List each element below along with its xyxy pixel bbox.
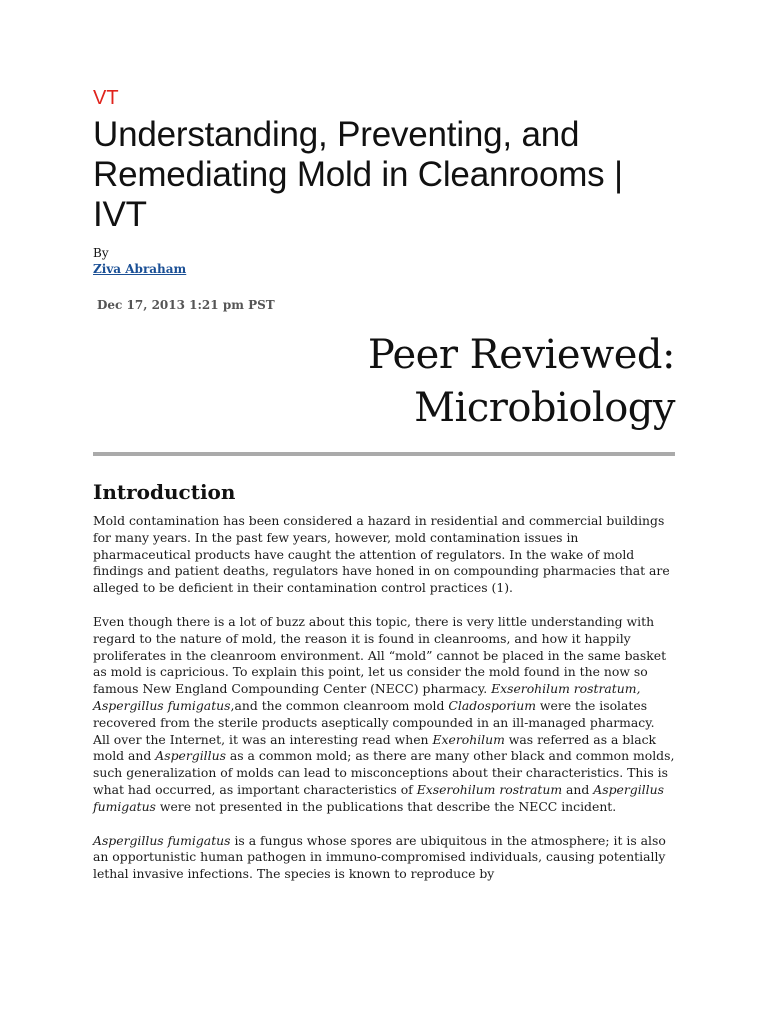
article xyxy=(93,86,675,883)
text-run: is a fungus whose spores are ubiquitous in the atmosphere; it is also an opportunistic human pathogen in immuno-compromised individuals, causing potentially lethal invasive infections. The species is known to reproduce by xyxy=(93,832,666,882)
species-name: Aspergillus xyxy=(155,748,226,764)
paragraph-2 xyxy=(93,614,675,816)
section-divider xyxy=(93,452,675,456)
species-name: Aspergillus fumigatus xyxy=(93,832,231,848)
species-name: Cladosporium xyxy=(448,697,536,713)
species-name: Exserohilum rostratum xyxy=(416,781,563,797)
species-name: Exerohilum xyxy=(432,731,505,747)
byline-label: By xyxy=(93,246,109,260)
category-line-1: Peer Reviewed: xyxy=(367,332,675,378)
section-heading: Introduction xyxy=(93,480,236,504)
site-tag[interactable]: VT xyxy=(93,87,119,109)
text-run: and xyxy=(562,781,594,797)
byline xyxy=(93,245,675,277)
text-run: Even though there is a lot of buzz about this topic, there is very little understanding with regard to the nature of mold, the reason it is found in cleanrooms, and how it happily proliferates in the cleanroom environment. All “mold” cannot be placed in the same basket as mold is capricious. To explain this point, let us consider the mold found in the now so famous New England Compounding Center (NECC) pharmacy. xyxy=(93,613,667,697)
text-run: were not presented in the publications that describe the NECC incident. xyxy=(155,798,617,814)
author-link[interactable]: Ziva Abraham xyxy=(93,262,187,276)
text-run: were the isolates recovered from the sterile products aseptically compounded in an ill-managed pharmacy. All over the Internet, it was an interesting read when xyxy=(93,697,655,747)
text-run: as a common mold; as there are many other black and common molds, such generalization of molds can lead to misconceptions about their characteristics. This is what had occurred, as important characteristics of xyxy=(93,748,675,797)
paragraph-3 xyxy=(93,833,675,883)
publish-date: Dec 17, 2013 1:21 pm PST xyxy=(97,298,275,312)
text-run: ,and the common cleanroom mold xyxy=(230,697,449,713)
article-title: Understanding, Preventing, and Remediating Mold in Cleanrooms | IVT xyxy=(93,115,623,234)
category-line-2: Microbiology xyxy=(414,385,675,431)
category-heading xyxy=(93,329,675,435)
species-name: Aspergillus fumigatus xyxy=(93,781,664,814)
species-name: Exserohilum rostratum, Aspergillus fumigatus xyxy=(93,681,641,713)
text-run: was referred as a black mold and xyxy=(93,731,657,764)
paragraph-1: Mold contamination has been considered a hazard in residential and commercial buildings for many years. In the past few years, however, mold contamination issues in pharmaceutical products have caught the attention of regulators. In the wake of mold findings and patient deaths, regulators have honed in on compounding pharmacies that are alleged to be deficient in their contamination control practices (1). xyxy=(93,513,670,596)
